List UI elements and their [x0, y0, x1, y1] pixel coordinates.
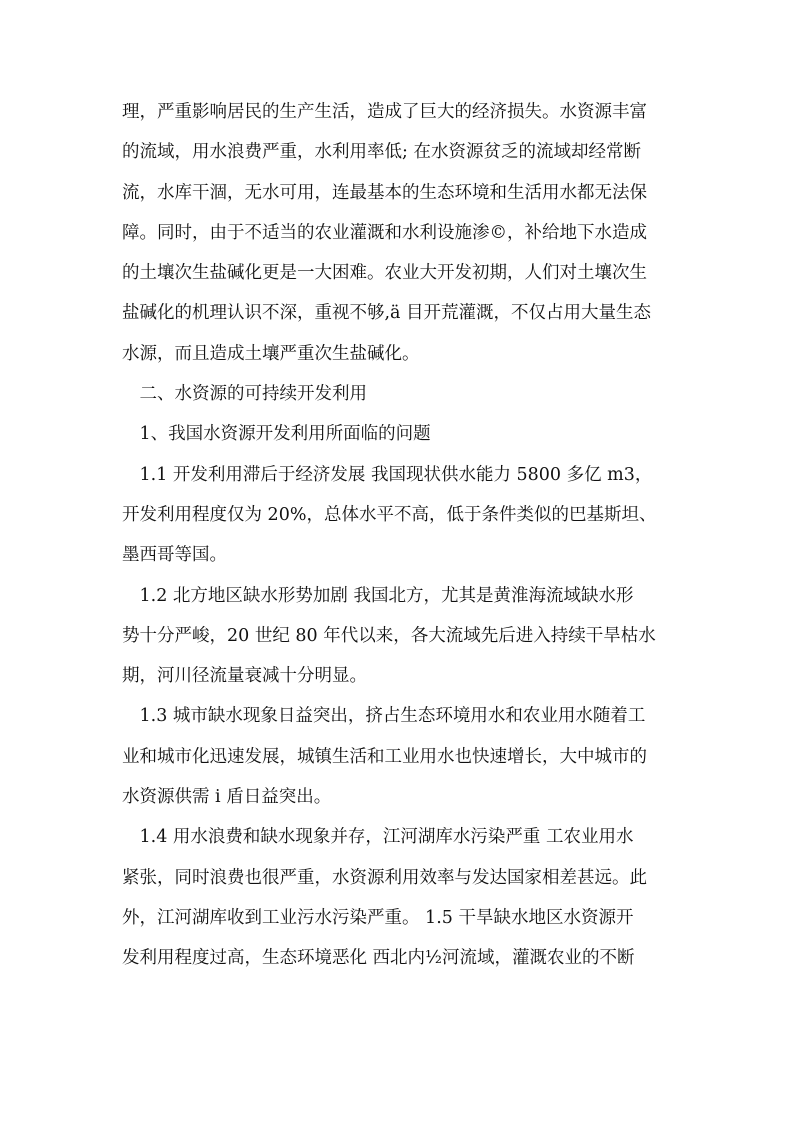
text-line: 1.3 城市缺水现象日益突出，挤占生态环境用水和农业用水随着工	[122, 706, 646, 727]
text-line: 紧张，同时浪费也很严重，水资源利用效率与发达国家相差甚远。此	[122, 867, 647, 888]
text-line: 流，水库干涸，无水可用，连最基本的生态环境和生活用水都无法保	[122, 182, 647, 203]
paragraph-1-3	[122, 696, 674, 817]
text-line: 1.4 用水浪费和缺水现象并存，江河湖库水污染严重 工农业用水	[122, 827, 634, 848]
text-line: 1.2 北方地区缺水形势加剧 我国北方，尤其是黄淮海流域缺水形	[122, 585, 634, 606]
text-line: 发利用程度过高，生态环境恶化 西北内½河流域，灌溉农业的不断	[122, 948, 635, 969]
text-line: 障。同时，由于不适当的农业灌溉和水利设施渗©，补给地下水造成	[122, 222, 647, 243]
heading-line: 二、水资源的可持续开发利用	[122, 384, 367, 405]
paragraph-water-loss	[122, 92, 674, 374]
text-line: 水资源供需 i 盾日益突出。	[122, 787, 332, 808]
text-line: 开发利用程度仅为 20%，总体水平不高，低于条件类似的巴基斯坦、	[122, 504, 657, 525]
text-line: 期，河川径流量衰减十分明显。	[122, 666, 367, 687]
paragraph-1-1	[122, 455, 674, 576]
section-heading	[122, 374, 674, 414]
text-line: 的土壤次生盐碱化更是一大困难。农业大开发初期，人们对土壤次生	[122, 263, 647, 284]
subsection-heading	[122, 414, 674, 454]
text-line: 外，江河湖库收到工业污水污染严重。 1.5 干旱缺水地区水资源开	[122, 907, 634, 928]
text-line: 理，严重影响居民的生产生活，造成了巨大的经济损失。水资源丰富	[122, 102, 647, 122]
text-line: 水源，而且造成土壤严重次生盐碱化。	[122, 343, 420, 364]
document-page	[122, 92, 674, 979]
text-line: 1.1 开发利用滞后于经济发展 我国现状供水能力 5800 多亿 m3，	[122, 464, 653, 485]
text-line: 业和城市化迅速发展，城镇生活和工业用水也快速增长，大中城市的	[122, 746, 647, 767]
text-line: 势十分严峻，20 世纪 80 年代以来，各大流域先后进入持续干旱枯水	[122, 625, 656, 646]
text-line: 墨西哥等国。	[122, 545, 227, 566]
text-line: 的流域，用水浪费严重，水利用率低; 在水资源贫乏的流域却经常断	[122, 142, 641, 163]
paragraph-1-4	[122, 817, 674, 978]
paragraph-1-2	[122, 576, 674, 697]
text-line: 盐碱化的机理认识不深，重视不够,ä 目开荒灌溉，不仅占用大量生态	[122, 303, 652, 324]
heading-line: 1、我国水资源开发利用所面临的问题	[122, 424, 431, 445]
